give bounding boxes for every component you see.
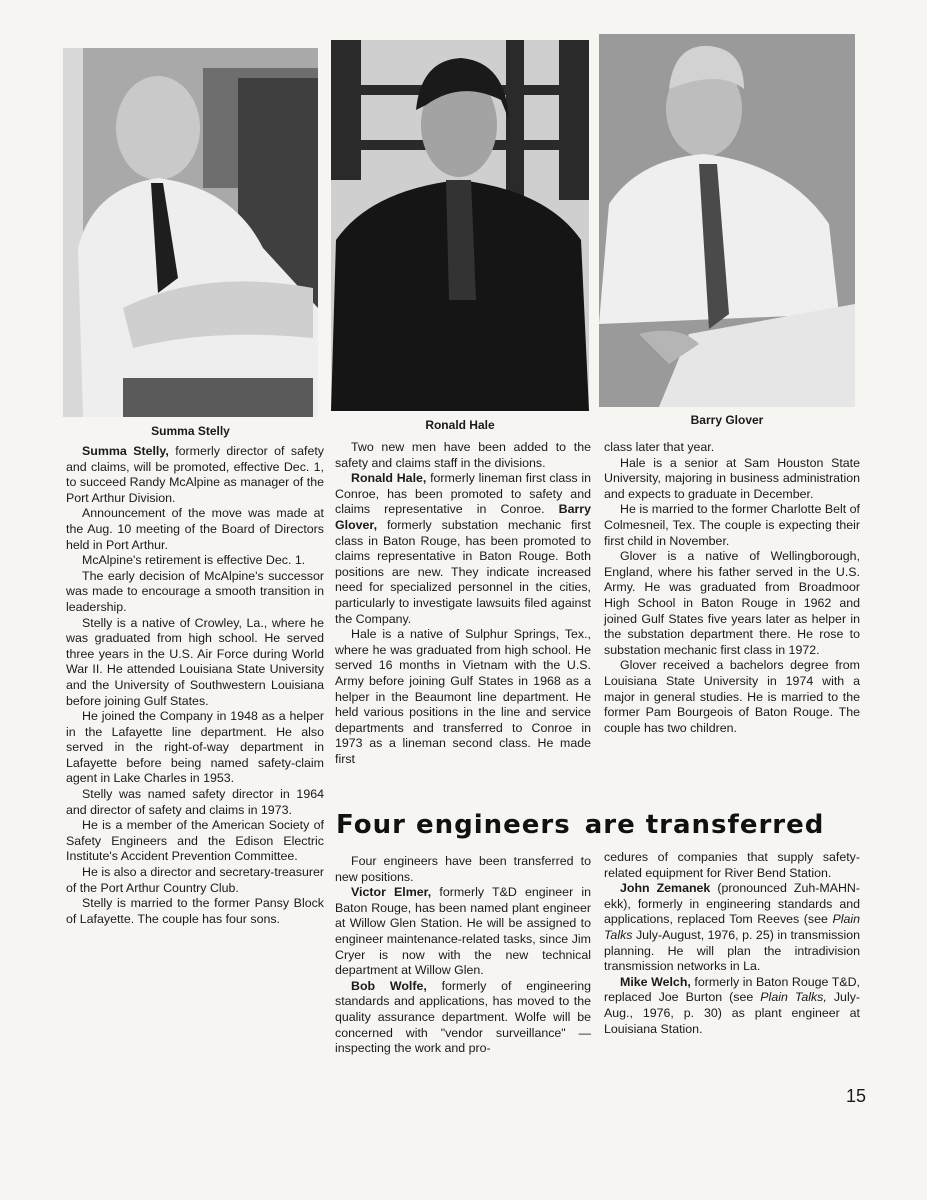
paragraph: Summa Stelly, formerly director of safety and claims, will be promoted, effective Dec. 1, to succeed Randy McAlpine as manager of the Port Arthur Division.: [66, 444, 324, 505]
paragraph: He is also a director and secretary-treasurer of the Port Arthur Country Club.: [66, 865, 324, 895]
paragraph: The early decision of McAlpine's successor was made to encourage a smooth transition in leadership.: [66, 568, 324, 614]
headline-part-2: are transferred: [584, 810, 825, 840]
paragraph: Bob Wolfe, formerly of engineering standards and applications, has moved to the quality assurance department. Wolfe will be concerned with "vendor surveillance" — inspecting the work and pro-: [335, 978, 591, 1056]
engineers-story-column-1: [335, 854, 591, 1057]
hale-glover-story-column-1: [335, 440, 591, 767]
paragraph: He is a member of the American Society of Safety Engineers and the Edison Electric Institute's Accident Prevention Committee.: [66, 818, 324, 864]
paragraph: McAlpine's retirement is effective Dec. 1.: [82, 553, 306, 568]
paragraph: He joined the Company in 1948 as a helper in the Lafayette line department. He also served in the right-of-way department in Lafayette before being named safety-claim agent in Lake Charles in 1953.: [66, 709, 324, 786]
paragraph: Victor Elmer, formerly T&D engineer in Baton Rouge, has been named plant engineer at Willow Glen Station. He will be assigned to engineer maintenance-related tasks, since Jim Cryer is now with the new technical department at Willow Glen.: [335, 885, 591, 978]
paragraph: Stelly is married to the former Pansy Block of Lafayette. The couple has four sons.: [66, 896, 324, 926]
headline-part-1: Four engineers: [336, 810, 571, 840]
paragraph: Stelly was named safety director in 1964 and director of safety and claims in 1973.: [66, 787, 324, 817]
hale-glover-story-column-2: [604, 440, 860, 736]
paragraph: Announcement of the move was made at the Aug. 10 meeting of the Board of Directors held in Port Arthur.: [66, 506, 324, 552]
stelly-story-column: [66, 444, 324, 927]
paragraph: John Zemanek (pronounced Zuh-MAHN-ekk), formerly in engineering standards and applications, replaced Tom Reeves (see Plain Talks July-August, 1976, p. 25) in transmission planning. He will plan the intradivision transmission networks in La.: [604, 881, 860, 974]
paragraph: He is married to the former Charlotte Belt of Colmesneil, Tex. The couple is expecting their first child in November.: [604, 502, 860, 548]
paragraph: class later that year.: [604, 440, 715, 454]
paragraph: Ronald Hale, formerly lineman first class in Conroe, has been promoted to safety and claims representative in Conroe. Barry Glover, formerly substation mechanic first class in Baton Rouge, has been promoted to claims representative in Baton Rouge. Both positions are new. They indicate increased need for specialized personnel in the cities, particularly to investigate lawsuits filed against the Company.: [335, 471, 591, 626]
photo-ronald-hale: [331, 40, 589, 411]
paragraph: Two new men have been added to the safety and claims staff in the divisions.: [335, 440, 591, 470]
photo-barry-glover: [599, 34, 855, 407]
paragraph: Glover is a native of Wellingborough, England, where his father served in the U.S. Army. He was graduated from Broadmoor High School in Baton Rouge in 1962 and joined Gulf States five years later as helper in the substation department there. He rose to substation mechanic first class in 1972.: [604, 549, 860, 657]
photo-summa-stelly: [63, 48, 318, 417]
headline-four-engineers: [336, 810, 876, 840]
engineers-story-column-2: [604, 850, 860, 1037]
paragraph: Four engineers have been transferred to new positions.: [335, 854, 591, 884]
caption-summa-stelly: Summa Stelly: [151, 424, 230, 438]
paragraph: Stelly is a native of Crowley, La., where he was graduated from high school. He served three years in the U.S. Air Force during World War II. He attended Louisiana State University and the University of Southwestern Louisiana before joining Gulf States.: [66, 615, 324, 708]
paragraph: Hale is a native of Sulphur Springs, Tex., where he was graduated from high school. He served 16 months in Vietnam with the U.S. Army before joining Gulf States in 1968 as a helper in the Beaumont line department. He held various positions in the line and service departments and transferred to Conroe in 1973 as a lineman second class. He made first: [335, 627, 591, 766]
page-number: 15: [846, 1086, 867, 1106]
paragraph: cedures of companies that supply safety-related equipment for River Bend Station.: [604, 850, 860, 880]
paragraph: Glover received a bachelors degree from Louisiana State University in 1974 with a major in general studies. He is married to the former Pam Bourgeois of Baton Rouge. The couple has two children.: [604, 658, 860, 735]
caption-barry-glover: Barry Glover: [690, 413, 764, 427]
paragraph: Mike Welch, formerly in Baton Rouge T&D, replaced Joe Burton (see Plain Talks, July-Aug., 1976, p. 30) as plant engineer at Louisiana Station.: [604, 974, 861, 1036]
paragraph: Hale is a senior at Sam Houston State University, majoring in business administration and expects to graduate in December.: [604, 455, 860, 501]
caption-ronald-hale: Ronald Hale: [425, 418, 495, 432]
